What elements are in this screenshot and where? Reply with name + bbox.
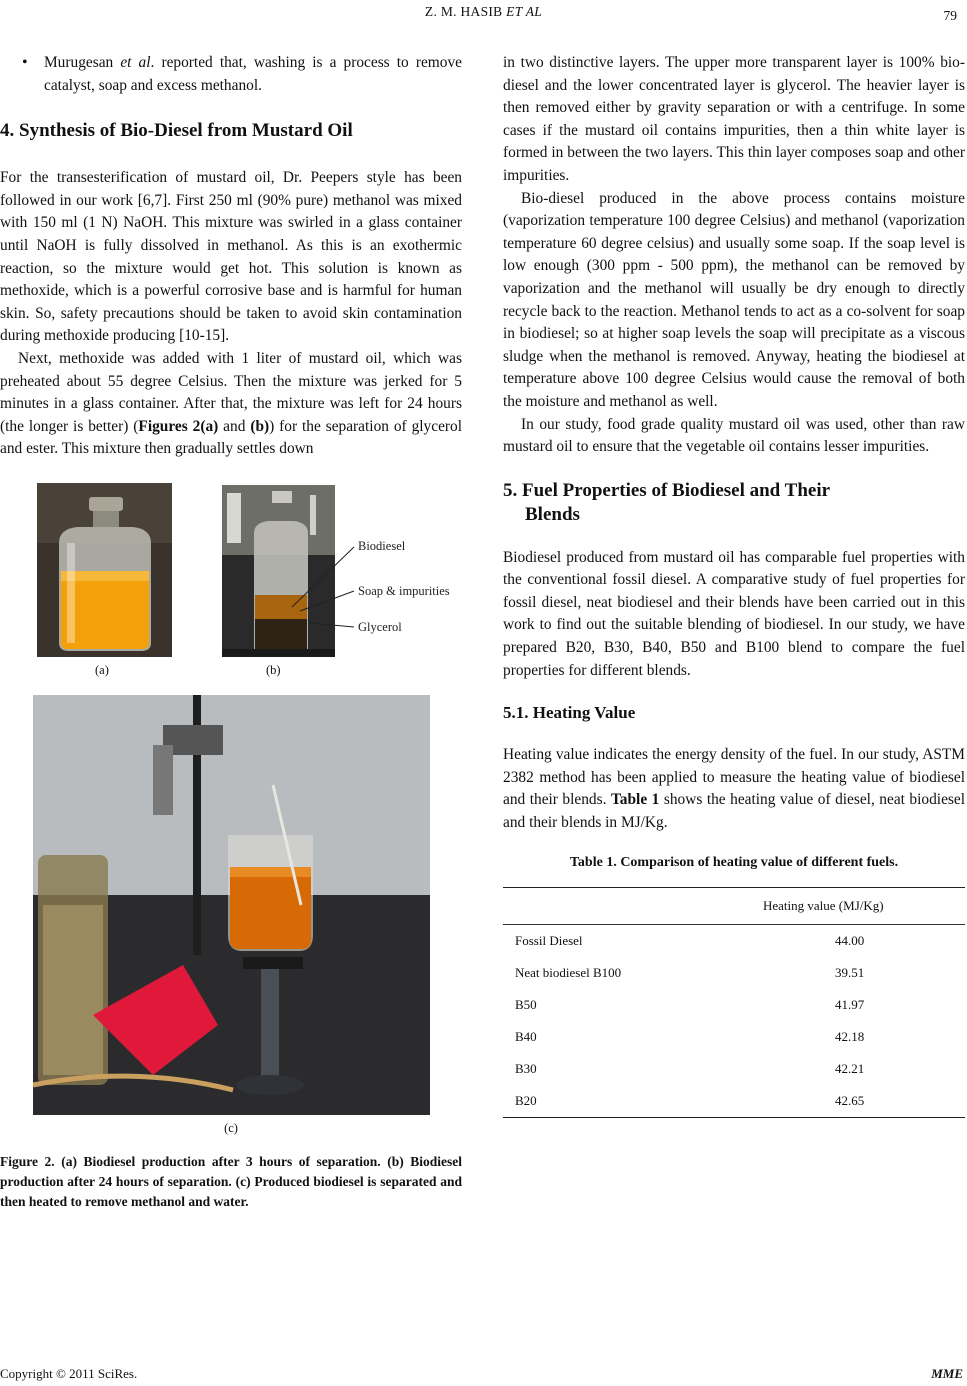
table-row	[503, 1021, 965, 1053]
figure-2b-pointer-lines	[280, 533, 360, 643]
table-header-cell	[503, 887, 763, 924]
table-1-title: Table 1. Comparison of heating value of different fuels.	[569, 854, 899, 870]
figure-2c-label: (c)	[224, 1120, 238, 1135]
bullet-text: Murugesan et al. reported that, washing is a process to remove catalyst, soap and excess methanol.	[44, 54, 462, 94]
right-para-3: In our study, food grade quality mustard oil was used, other than raw mustard oil to ensure that the vegetable oil contains lesser impurities.	[503, 415, 965, 456]
table-cell-fuel: B20	[503, 1085, 763, 1118]
label-biodiesel: Biodiesel	[358, 538, 406, 553]
section-4-title: 4. Synthesis of Bio-Diesel from Mustard Oil	[0, 120, 353, 142]
right-para-1: in two distinctive layers. The upper more transparent layer is 100% bio-diesel and the lower concentrated layer is glycerol. The heavier layer is then removed either by gravity separation or with a centrifuge. In some cases if the mustard oil contains impurities, then a thin white layer is formed in between the two layers. This thin layer composes soap and other impurities.	[503, 54, 965, 184]
label-soap-impurities: Soap & impurities	[358, 583, 450, 598]
table-header-cell: Heating value (MJ/Kg)	[763, 887, 965, 924]
figure-2b-label: (b)	[266, 662, 281, 677]
table-row	[503, 957, 965, 989]
table-cell-fuel: Fossil Diesel	[515, 932, 583, 948]
table-row	[503, 1085, 965, 1118]
running-head-etal: ET AL	[506, 4, 543, 19]
subsection-5-1-title: 5.1. Heating Value	[503, 703, 636, 723]
running-head-author: Z. M. HASIB	[424, 4, 503, 19]
page-header	[0, 4, 967, 28]
figure-2a-photo	[37, 483, 172, 657]
running-head	[0, 4, 967, 20]
left-column	[0, 52, 462, 1212]
section-5-para: Biodiesel produced from mustard oil has comparable fuel properties with the conventional fossil diesel. A comparative study of fuel properties for fossil diesel, neat biodiesel and their blends have been carried out in this work to find out the suitable blending of biodiesel. In our study, we have prepared B20, B30, B40, B50 and B100 blend to compare the fuel properties for different blends.	[503, 548, 965, 679]
table-cell-value: 42.65	[763, 1085, 965, 1118]
page-number: 79	[943, 8, 957, 23]
table-cell-fuel: B50	[515, 996, 537, 1012]
journal-abbrev: MME	[931, 1366, 963, 1381]
table-cell-fuel: Neat biodiesel B100	[515, 964, 622, 980]
right-para-2: Bio-diesel produced in the above process contains moisture (vaporization temperature 100 degree Celsius) and methanol (vaporization temperature 60 degree celsius) and usually some soap. If the soap level is low enough (300 ppm - 500 ppm), the methanol can be removed by vaporization and the methanol will usually be dry enough to directly recycle back to the reaction. Methanol tends to act as a co-solvent for soap in biodiesel; so at higher soap levels the soap will precipitate as a viscous sludge when the methanol is removed. Anyway, heating the biodiesel at temperature above 100 degree Celsius would cause the removal of both the moisture and methanol as well.	[503, 189, 965, 410]
bullet-item	[0, 52, 462, 97]
table-cell-value: 42.21	[835, 1060, 865, 1076]
right-column	[503, 52, 965, 1118]
table-cell-fuel: B30	[515, 1060, 537, 1076]
table-row	[503, 924, 965, 957]
table-row	[503, 1053, 965, 1085]
table-header-row	[503, 887, 965, 924]
table-row	[503, 989, 965, 1021]
section-4-para-2: Next, methoxide was added with 1 liter of mustard oil, which was preheated about 55 degree Celsius. Then the mixture was jerked for 5 minutes in a glass container. After that, the mixture was left for 24 hours (the longer is better) (Figures 2(a) and (b)) for the separation of glycerol and ester. This mixture then gradually settles down	[0, 349, 463, 458]
bullet-icon: •	[22, 54, 28, 71]
table-1	[503, 887, 965, 1118]
figure-2-caption: Figure 2. (a) Biodiesel production after 3 hours of separation. (b) Biodiesel production after 24 hours of separation. (c) Produced biodiesel is separated and then heated to remove methanol and water.	[0, 1153, 462, 1209]
subsection-5-1-para: Heating value indicates the energy density of the fuel. In our study, ASTM 2382 method has been applied to measure the heating value of biodiesel and their blends. Table 1 shows the heating value of diesel, neat biodiesel and their blends in MJ/Kg.	[503, 746, 965, 832]
figure-2c-photo	[33, 695, 430, 1115]
table-cell-value: 41.97	[835, 996, 865, 1012]
section-4-para-1: For the transesterification of mustard oil, Dr. Peepers style has been followed in our work [6,7]. First 250 ml (90% pure) methanol was mixed with 150 ml (1 N) NaOH. This mixture was swirled in a glass container until NaOH is fully dissolved in methanol. As this is an exothermic reaction, so the mixture would get hot. This solution is known as methoxide, which is a powerful corrosive base and is harmful for human skin. So, safety precautions should be taken to avoid skin contamination during methoxide producing [10-15].	[0, 169, 462, 345]
figure-2ab	[0, 483, 462, 683]
table-cell-value: 39.51	[835, 964, 865, 980]
table-cell-value: 44.00	[835, 932, 865, 948]
table-cell-fuel: B40	[515, 1028, 537, 1044]
section-5-title: 5. Fuel Properties of Biodiesel and Their Blends	[503, 479, 831, 525]
copyright: Copyright © 2011 SciRes.	[0, 1366, 138, 1381]
figure-2a-label: (a)	[95, 662, 109, 677]
table-cell-value: 42.18	[835, 1028, 865, 1044]
label-glycerol: Glycerol	[358, 619, 402, 634]
